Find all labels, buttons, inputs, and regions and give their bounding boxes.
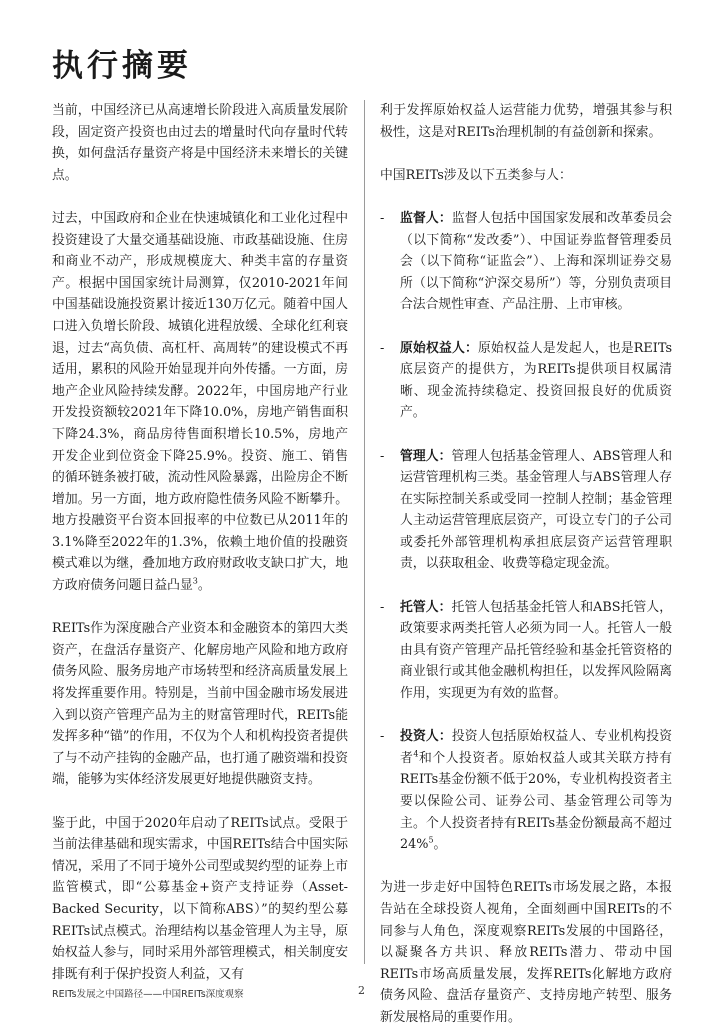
report-purpose-text: 为进一步走好中国特色REITs市场发展之路，本报告站在全球投资人视角，全面刻画中国REITs的不同参与人角色 [380,880,672,939]
footer-title: REITs发展之中国路径——中国REITs深度观察 [52,989,244,1000]
footnote-ref: 5 [428,835,434,845]
reits-role-paragraph: REITs作为深度融合产业资本和金融资本的第四大类资产，在盘活存量资产、化解房地产风险和地方政府债务风险、服务房地产市场转型和经济高质量发展上将发挥重要作用。特别是，当前中国金融市场发展进入到以资产管理产品为主的财富管理时代，REITs能发挥多种“锚”的作用，不仅为个人和机构投资者提供了与不动产挂钩的金融产品，也打通了融资端和投资端，能够为实体经济发展更好地提供融资支持。 [52,621,348,788]
participants-intro: 中国REITs涉及以下五类参与人： [380,167,572,183]
participant-text: 托管人包括基金托管人和ABS托管人，政策要求两类托管人必须为同一人。托管人一般由具有资产管理产品托管经验和基金托管资格的商业银行或其他金融机构担任，以发挥风险隔离作用，实现更为有效的监督。 [400,599,673,702]
participant-term: 原始权益人： [400,340,478,356]
sentence-end: 。 [197,578,211,594]
page-number: 2 [358,984,365,997]
list-item [380,338,672,424]
footnote-ref: 4 [413,749,419,759]
participant-term: 投资人： [400,729,452,745]
participant-term: 监督人： [400,210,452,226]
participant-text: 监督人包括中国国家发展和改革委员会（以下简称“发改委”）、中国证券监督管理委员会（以下简称“证监会”）、上海和深圳证券交易所（以下简称“沪深交易所”）等，分别负责项目合法合规性审查、产品注册、上市审核。 [400,210,673,313]
participant-term: 管理人： [400,448,452,464]
pilot-paragraph: 鉴于此，中国于2020年启动了REITs试点。受限于当前法律基础和现实需求，中国REITs结合中国实际情况，采用了不同于境外公司型或契约型的证券上市监管模式，即“公募基金+资产支持证券（Asset-Backed Security，以下简称ABS）”的契约型公募REITs试点模式。治理结构以基金管理人为主导，原始权益人参与，同时采用外部管理模式，相关制度安排既有利于保护投资人利益，又有 [52,815,348,982]
page-title: 执行摘要 [52,48,192,84]
participant-list [380,208,672,856]
participant-text: 和个人投资者。原始权益人或其关联方持有REITs基金份额不低于20%，专业机构投资者主要以保险公司、证券公司、基金管理公司等为主。个人投资者持有REITs基金份额最高不超过24% [400,750,673,853]
intro-paragraph: 当前，中国经济已从高速增长阶段进入高质量发展阶段，固定资产投资也由过去的增量时代向存量时代转换，如何盘活存量资产将是中国经济未来增长的关键点。 [52,103,348,183]
participant-term: 托管人： [400,599,452,615]
participant-text: 管理人包括基金管理人、ABS管理人和运营管理机构三类。基金管理人与ABS管理人存在实际控制关系或受同一控制人控制；基金管理人主动运营管理底层资产，可设立专门的子公司或委托外部管理机构承担底层资产运营管理职责，以获取租金、收费等稳定现金流。 [400,448,673,572]
participant-text: 原始权益人是发起人，也是REITs底层资产的提供方，为REITs提供项目权属清晰、现金流持续稳定、投资回报良好的优质资产。 [400,340,673,421]
list-item [380,726,672,856]
participant-text: 投资人包括原始权益人、专业机构投资者 [400,729,673,766]
report-purpose-text: ，深度观察REITs发展的中国路径，以凝聚各方共识、释放REITs潜力、带动中国REITs市场高质量发展，发挥REITs化解地方政府债务风险、盘活存量资产、支持房地产转型、服务新发展格局的重要作用。 [380,923,673,1025]
right-column [380,100,673,1025]
list-item [380,446,672,576]
left-column [52,100,348,982]
column-divider [364,100,365,964]
footnote-ref: 3 [192,576,198,586]
report-purpose-paragraph [380,877,672,1028]
list-item [380,597,672,705]
participant-text: 。 [433,837,447,853]
background-paragraph [52,208,348,597]
background-paragraph-text: 过去，中国政府和企业在快速城镇化和工业化过程中投资建设了大量交通基础设施、市政基础设施、住房和商业不动产，形成规模庞大、种类丰富的存量资产。根据中国国家统计局测算，仅2010-2021年间中国基础设施投资累计接近130万亿元。随着中国人口进入负增长阶段、城镇化进程放缓、全球化红利衰退，过去“高负债、高杠杆、高周转”的建设模式不再适用，累积的风险开始显现并向外传播。一方面，房地产企业风险持续发酵。2022年，中国房地产行业开发投资额较2021年下降10.0%，房地产销售面积下降24.3%，商品房待售面积增长10.5%，房地产开发企业到位资金下降25.9%。投资、施工、销售的循环链条被打破，流动性风险暴露，出险房企不断增加。另一方面，地方政府隐性债务风险不断攀升。地方投融资平台资本回报率的中位数已从2011年的3.1%降至2022年的1.3%，依赖土地价值的投融资模式难以为继，叠加地方政府财政收支缺口扩大，地方政府债务问题日益凸显 [52,210,348,594]
list-item [380,208,672,316]
governance-paragraph: 利于发挥原始权益人运营能力优势，增强其参与积极性，这是对REITs治理机制的有益创新和探索。 [380,103,672,140]
